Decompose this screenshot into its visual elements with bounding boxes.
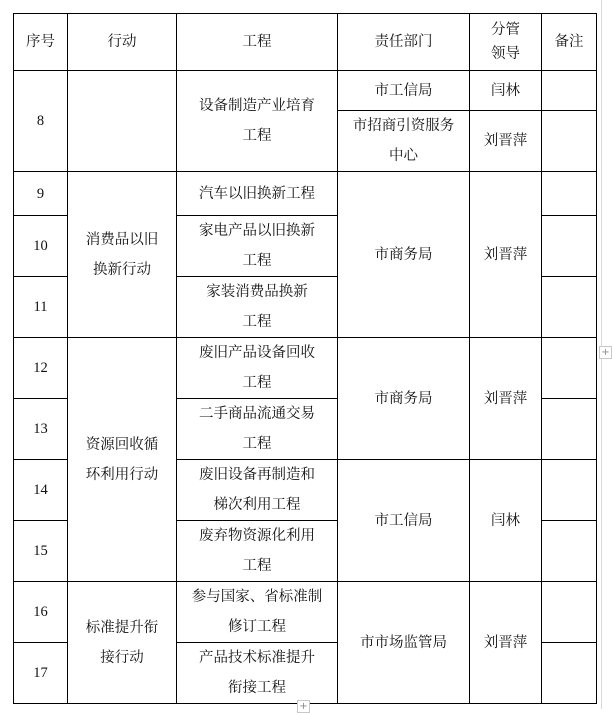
seq-cell: 16 (14, 582, 68, 643)
header-seq: 序号 (14, 14, 68, 71)
seq-cell: 12 (14, 338, 68, 399)
project-cell: 废弃物资源化利用 工程 (177, 521, 338, 582)
dept-cell: 市商务局 (338, 338, 470, 460)
table-row (14, 338, 597, 399)
note-cell (542, 216, 597, 277)
project-cell: 家装消费品换新 工程 (177, 277, 338, 338)
action-cell: 消费品以旧 换新行动 (68, 172, 177, 338)
note-cell (542, 399, 597, 460)
dept-cell: 市工信局 (338, 460, 470, 582)
seq-cell: 14 (14, 460, 68, 521)
leader-cell: 刘晋萍 (470, 172, 542, 338)
note-cell (542, 172, 597, 216)
action-cell: 资源回收循 环利用行动 (68, 338, 177, 582)
add-column-icon[interactable]: + (599, 346, 612, 359)
project-cell: 参与国家、省标准制 修订工程 (177, 582, 338, 643)
table-row (14, 582, 597, 643)
project-cell: 家电产品以旧换新 工程 (177, 216, 338, 277)
dept-cell: 市商务局 (338, 172, 470, 338)
table-row (14, 172, 597, 216)
project-cell: 废旧设备再制造和 梯次利用工程 (177, 460, 338, 521)
note-cell (542, 521, 597, 582)
note-cell (542, 460, 597, 521)
note-cell (542, 643, 597, 704)
header-project: 工程 (177, 14, 338, 71)
header-dept: 责任部门 (338, 14, 470, 71)
project-cell: 设备制造产业培育 工程 (177, 71, 338, 172)
project-cell: 二手商品流通交易 工程 (177, 399, 338, 460)
note-cell (542, 111, 597, 172)
header-action: 行动 (68, 14, 177, 71)
project-cell: 废旧产品设备回收 工程 (177, 338, 338, 399)
seq-cell: 15 (14, 521, 68, 582)
seq-cell: 17 (14, 643, 68, 704)
dept-cell: 市招商引资服务 中心 (338, 111, 470, 172)
note-cell (542, 338, 597, 399)
seq-cell: 8 (14, 71, 68, 172)
note-cell (542, 71, 597, 111)
seq-cell: 9 (14, 172, 68, 216)
leader-cell: 刘晋萍 (470, 111, 542, 172)
dept-cell: 市市场监管局 (338, 582, 470, 704)
note-cell (542, 277, 597, 338)
leader-cell: 刘晋萍 (470, 582, 542, 704)
seq-cell: 13 (14, 399, 68, 460)
dept-cell: 市工信局 (338, 71, 470, 111)
seq-cell: 10 (14, 216, 68, 277)
header-row (14, 14, 597, 71)
leader-cell: 刘晋萍 (470, 338, 542, 460)
add-row-icon[interactable]: + (297, 700, 310, 713)
project-table (13, 13, 597, 704)
leader-cell: 闫林 (470, 460, 542, 582)
table-row (14, 71, 597, 111)
project-cell: 汽车以旧换新工程 (177, 172, 338, 216)
project-cell: 产品技术标准提升 衔接工程 (177, 643, 338, 704)
leader-cell: 闫林 (470, 71, 542, 111)
seq-cell: 11 (14, 277, 68, 338)
note-cell (542, 582, 597, 643)
header-leader: 分管 领导 (470, 14, 542, 71)
action-cell-empty (68, 71, 177, 172)
action-cell: 标准提升衔 接行动 (68, 582, 177, 704)
header-note: 备注 (542, 14, 597, 71)
